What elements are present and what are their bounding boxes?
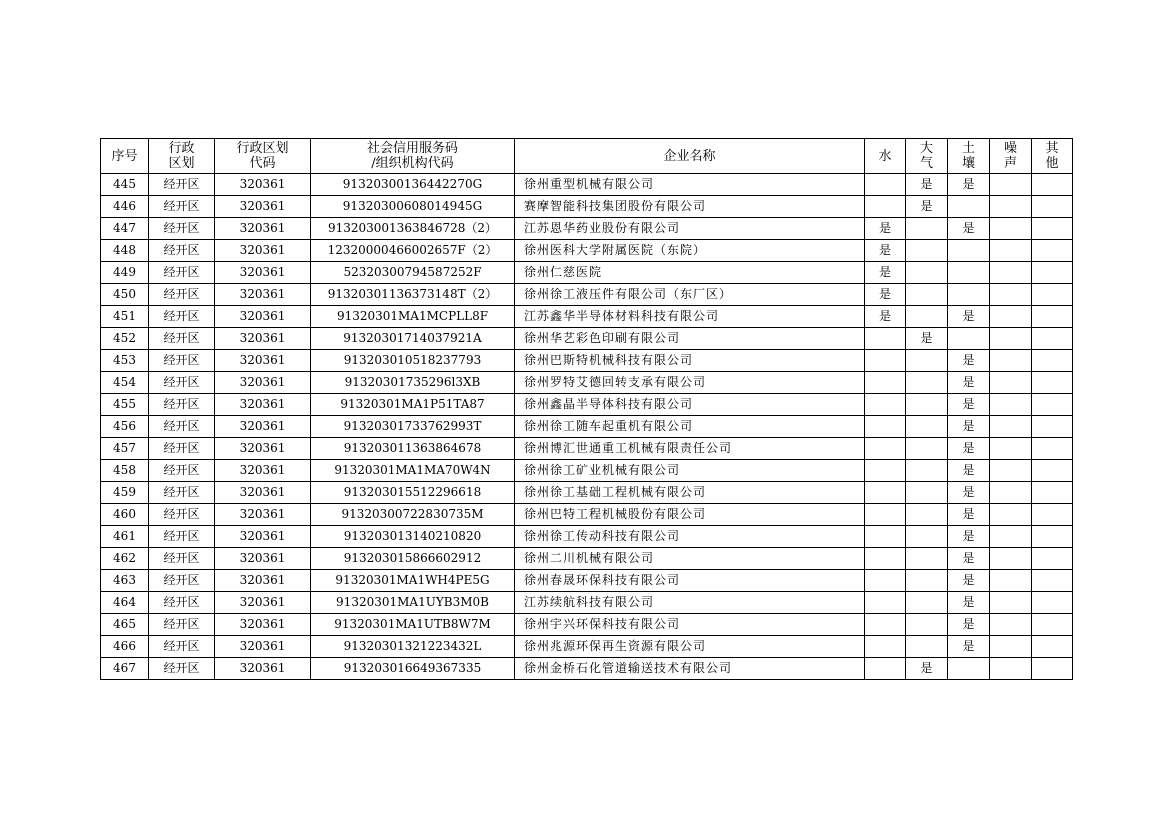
cell-company-name: 徐州巴斯特机械科技有限公司 — [515, 350, 865, 372]
cell-credit-code: 91320301MA1WH4PE5G — [311, 570, 515, 592]
cell-air — [906, 394, 948, 416]
cell-water: 是 — [865, 262, 906, 284]
cell-other — [1032, 328, 1073, 350]
cell-credit-code: 913203016649367335 — [311, 658, 515, 680]
cell-other — [1032, 416, 1073, 438]
cell-soil: 是 — [948, 460, 990, 482]
cell-company-name: 徐州徐工矿业机械有限公司 — [515, 460, 865, 482]
cell-other — [1032, 548, 1073, 570]
cell-soil: 是 — [948, 526, 990, 548]
cell-air — [906, 460, 948, 482]
header-line: 行政 — [168, 141, 195, 156]
cell-district-code: 320361 — [215, 416, 311, 438]
header-line: 噪 — [1003, 141, 1017, 156]
header-district-code — [215, 139, 311, 174]
table-row — [101, 262, 1073, 284]
cell-noise — [990, 372, 1032, 394]
header-line: 壤 — [961, 156, 975, 171]
cell-seq: 451 — [101, 306, 149, 328]
cell-company-name: 徐州徐工基础工程机械有限公司 — [515, 482, 865, 504]
cell-soil — [948, 328, 990, 350]
cell-district-code: 320361 — [215, 328, 311, 350]
cell-noise — [990, 504, 1032, 526]
cell-other — [1032, 614, 1073, 636]
cell-noise — [990, 460, 1032, 482]
cell-district-code: 320361 — [215, 614, 311, 636]
cell-noise — [990, 548, 1032, 570]
header-other — [1032, 139, 1073, 174]
cell-soil: 是 — [948, 350, 990, 372]
header-line: 区划 — [168, 156, 195, 171]
cell-water — [865, 482, 906, 504]
cell-noise — [990, 240, 1032, 262]
table-row — [101, 482, 1073, 504]
header-seq — [101, 139, 149, 174]
cell-district: 经开区 — [149, 174, 215, 196]
cell-seq: 450 — [101, 284, 149, 306]
cell-credit-code: 91320301321223432L — [311, 636, 515, 658]
cell-air: 是 — [906, 196, 948, 218]
cell-credit-code: 913203015512296618 — [311, 482, 515, 504]
cell-air — [906, 372, 948, 394]
cell-water — [865, 504, 906, 526]
cell-company-name: 徐州鑫晶半导体科技有限公司 — [515, 394, 865, 416]
cell-credit-code: 91320301733762993T — [311, 416, 515, 438]
cell-seq: 453 — [101, 350, 149, 372]
cell-noise — [990, 350, 1032, 372]
header-water — [865, 139, 906, 174]
cell-seq: 467 — [101, 658, 149, 680]
cell-seq: 445 — [101, 174, 149, 196]
cell-district-code: 320361 — [215, 548, 311, 570]
table-row — [101, 306, 1073, 328]
header-air — [906, 139, 948, 174]
cell-seq: 462 — [101, 548, 149, 570]
cell-district-code: 320361 — [215, 240, 311, 262]
cell-soil: 是 — [948, 438, 990, 460]
cell-noise — [990, 526, 1032, 548]
cell-other — [1032, 658, 1073, 680]
cell-district-code: 320361 — [215, 284, 311, 306]
cell-credit-code: 91320301MA1UTB8W7M — [311, 614, 515, 636]
cell-district: 经开区 — [149, 196, 215, 218]
cell-company-name: 徐州兆源环保再生资源有限公司 — [515, 636, 865, 658]
table-row — [101, 284, 1073, 306]
cell-district: 经开区 — [149, 372, 215, 394]
cell-air — [906, 262, 948, 284]
cell-district: 经开区 — [149, 592, 215, 614]
table-row — [101, 350, 1073, 372]
cell-district-code: 320361 — [215, 482, 311, 504]
header-line: 土 — [961, 141, 975, 156]
cell-other — [1032, 240, 1073, 262]
header-credit-code — [311, 139, 515, 174]
cell-water: 是 — [865, 306, 906, 328]
cell-soil: 是 — [948, 482, 990, 504]
cell-soil: 是 — [948, 592, 990, 614]
cell-district-code: 320361 — [215, 394, 311, 416]
cell-air — [906, 526, 948, 548]
cell-company-name: 徐州华艺彩色印刷有限公司 — [515, 328, 865, 350]
cell-credit-code: 52320300794587252F — [311, 262, 515, 284]
header-line: 其 — [1045, 141, 1059, 156]
header-line: 声 — [1003, 156, 1017, 171]
cell-company-name: 江苏恩华药业股份有限公司 — [515, 218, 865, 240]
cell-company-name: 徐州金桥石化管道输送技术有限公司 — [515, 658, 865, 680]
cell-noise — [990, 658, 1032, 680]
cell-district-code: 320361 — [215, 262, 311, 284]
cell-other — [1032, 482, 1073, 504]
cell-water: 是 — [865, 218, 906, 240]
cell-seq: 461 — [101, 526, 149, 548]
cell-company-name: 徐州博汇世通重工机械有限责任公司 — [515, 438, 865, 460]
cell-soil: 是 — [948, 416, 990, 438]
cell-water: 是 — [865, 240, 906, 262]
cell-district: 经开区 — [149, 306, 215, 328]
header-line: 大 — [919, 141, 933, 156]
cell-seq: 447 — [101, 218, 149, 240]
cell-company-name: 赛摩智能科技集团股份有限公司 — [515, 196, 865, 218]
cell-air — [906, 614, 948, 636]
cell-air — [906, 504, 948, 526]
cell-noise — [990, 174, 1032, 196]
table-row — [101, 636, 1073, 658]
cell-district: 经开区 — [149, 240, 215, 262]
cell-company-name: 徐州徐工液压件有限公司（东厂区） — [515, 284, 865, 306]
cell-district-code: 320361 — [215, 350, 311, 372]
table-row — [101, 460, 1073, 482]
header-line: 社会信用服务码 — [366, 141, 458, 156]
cell-water — [865, 614, 906, 636]
table-row — [101, 218, 1073, 240]
cell-other — [1032, 174, 1073, 196]
cell-air: 是 — [906, 328, 948, 350]
cell-noise — [990, 262, 1032, 284]
cell-noise — [990, 636, 1032, 658]
table-row — [101, 658, 1073, 680]
cell-water — [865, 350, 906, 372]
cell-other — [1032, 372, 1073, 394]
cell-company-name: 徐州徐工随车起重机有限公司 — [515, 416, 865, 438]
cell-noise — [990, 394, 1032, 416]
cell-district-code: 320361 — [215, 504, 311, 526]
cell-seq: 464 — [101, 592, 149, 614]
cell-district: 经开区 — [149, 570, 215, 592]
cell-credit-code: 91320300608014945G — [311, 196, 515, 218]
cell-credit-code: 91320301MA1MA70W4N — [311, 460, 515, 482]
cell-other — [1032, 218, 1073, 240]
cell-other — [1032, 394, 1073, 416]
cell-noise — [990, 482, 1032, 504]
header-line: /组织机构代码 — [371, 156, 454, 171]
cell-soil — [948, 240, 990, 262]
table-row — [101, 548, 1073, 570]
cell-other — [1032, 350, 1073, 372]
cell-seq: 458 — [101, 460, 149, 482]
cell-other — [1032, 636, 1073, 658]
cell-district-code: 320361 — [215, 460, 311, 482]
cell-company-name: 徐州罗特艾德回转支承有限公司 — [515, 372, 865, 394]
cell-district-code: 320361 — [215, 372, 311, 394]
cell-noise — [990, 196, 1032, 218]
table-row — [101, 394, 1073, 416]
cell-credit-code: 91320300136442270G — [311, 174, 515, 196]
header-noise — [990, 139, 1032, 174]
cell-noise — [990, 592, 1032, 614]
header-soil — [948, 139, 990, 174]
header-line: 水 — [878, 148, 892, 164]
cell-air — [906, 636, 948, 658]
cell-air — [906, 438, 948, 460]
cell-seq: 446 — [101, 196, 149, 218]
cell-water — [865, 438, 906, 460]
cell-air — [906, 592, 948, 614]
cell-district-code: 320361 — [215, 658, 311, 680]
cell-other — [1032, 570, 1073, 592]
header-line: 代码 — [249, 156, 276, 171]
cell-noise — [990, 416, 1032, 438]
table-row — [101, 592, 1073, 614]
cell-district: 经开区 — [149, 614, 215, 636]
cell-other — [1032, 526, 1073, 548]
cell-water — [865, 394, 906, 416]
table-row — [101, 328, 1073, 350]
cell-district: 经开区 — [149, 262, 215, 284]
cell-noise — [990, 614, 1032, 636]
cell-soil — [948, 196, 990, 218]
cell-credit-code: 91320301MA1P51TA87 — [311, 394, 515, 416]
cell-credit-code: 12320000466002657F（2） — [311, 240, 515, 262]
table-row — [101, 416, 1073, 438]
cell-district-code: 320361 — [215, 570, 311, 592]
cell-company-name: 徐州重型机械有限公司 — [515, 174, 865, 196]
cell-air — [906, 416, 948, 438]
cell-seq: 465 — [101, 614, 149, 636]
cell-credit-code: 913203010518237793 — [311, 350, 515, 372]
cell-water — [865, 636, 906, 658]
cell-seq: 457 — [101, 438, 149, 460]
cell-soil: 是 — [948, 372, 990, 394]
cell-district: 经开区 — [149, 218, 215, 240]
cell-district-code: 320361 — [215, 174, 311, 196]
header-line: 企业名称 — [663, 148, 716, 164]
cell-seq: 463 — [101, 570, 149, 592]
cell-water — [865, 196, 906, 218]
header-row — [101, 139, 1073, 174]
cell-company-name: 江苏续航科技有限公司 — [515, 592, 865, 614]
cell-other — [1032, 592, 1073, 614]
cell-district: 经开区 — [149, 416, 215, 438]
cell-district: 经开区 — [149, 350, 215, 372]
cell-district-code: 320361 — [215, 592, 311, 614]
header-line: 行政区划 — [236, 141, 289, 156]
cell-seq: 449 — [101, 262, 149, 284]
cell-noise — [990, 306, 1032, 328]
cell-other — [1032, 438, 1073, 460]
cell-water — [865, 174, 906, 196]
cell-soil: 是 — [948, 218, 990, 240]
cell-noise — [990, 570, 1032, 592]
cell-company-name: 徐州春晟环保科技有限公司 — [515, 570, 865, 592]
cell-district-code: 320361 — [215, 636, 311, 658]
header-line: 他 — [1045, 156, 1059, 171]
cell-soil: 是 — [948, 504, 990, 526]
cell-air — [906, 570, 948, 592]
cell-credit-code: 91320301735296l3XB — [311, 372, 515, 394]
cell-district: 经开区 — [149, 284, 215, 306]
cell-soil: 是 — [948, 548, 990, 570]
table-row — [101, 240, 1073, 262]
table-row — [101, 504, 1073, 526]
cell-water — [865, 372, 906, 394]
cell-soil: 是 — [948, 306, 990, 328]
cell-credit-code: 91320301136373148T（2） — [311, 284, 515, 306]
table-row — [101, 570, 1073, 592]
cell-water: 是 — [865, 284, 906, 306]
header-district — [149, 139, 215, 174]
cell-other — [1032, 262, 1073, 284]
cell-company-name: 徐州徐工传动科技有限公司 — [515, 526, 865, 548]
cell-district: 经开区 — [149, 328, 215, 350]
cell-credit-code: 91320300722830735M — [311, 504, 515, 526]
cell-seq: 454 — [101, 372, 149, 394]
cell-district-code: 320361 — [215, 306, 311, 328]
cell-company-name: 徐州宇兴环保科技有限公司 — [515, 614, 865, 636]
table-row — [101, 196, 1073, 218]
cell-district: 经开区 — [149, 438, 215, 460]
cell-soil: 是 — [948, 636, 990, 658]
cell-credit-code: 913203001363846728（2） — [311, 218, 515, 240]
cell-district: 经开区 — [149, 394, 215, 416]
cell-air — [906, 240, 948, 262]
cell-noise — [990, 218, 1032, 240]
cell-district: 经开区 — [149, 482, 215, 504]
header-line: 序号 — [111, 148, 138, 164]
table-row — [101, 372, 1073, 394]
cell-soil — [948, 658, 990, 680]
cell-water — [865, 328, 906, 350]
cell-water — [865, 592, 906, 614]
cell-seq: 452 — [101, 328, 149, 350]
table-body — [101, 174, 1073, 680]
cell-air: 是 — [906, 174, 948, 196]
cell-soil: 是 — [948, 394, 990, 416]
cell-district: 经开区 — [149, 548, 215, 570]
cell-water — [865, 570, 906, 592]
cell-air: 是 — [906, 658, 948, 680]
cell-district: 经开区 — [149, 504, 215, 526]
cell-air — [906, 284, 948, 306]
cell-seq: 456 — [101, 416, 149, 438]
cell-other — [1032, 504, 1073, 526]
header-company — [515, 139, 865, 174]
cell-district-code: 320361 — [215, 526, 311, 548]
cell-water — [865, 658, 906, 680]
cell-district: 经开区 — [149, 526, 215, 548]
cell-company-name: 徐州仁慈医院 — [515, 262, 865, 284]
table-row — [101, 174, 1073, 196]
cell-soil: 是 — [948, 174, 990, 196]
cell-soil — [948, 262, 990, 284]
cell-seq: 460 — [101, 504, 149, 526]
cell-company-name: 徐州巴特工程机械股份有限公司 — [515, 504, 865, 526]
table-row — [101, 614, 1073, 636]
cell-seq: 459 — [101, 482, 149, 504]
cell-district-code: 320361 — [215, 218, 311, 240]
cell-air — [906, 482, 948, 504]
cell-other — [1032, 306, 1073, 328]
cell-seq: 466 — [101, 636, 149, 658]
cell-credit-code: 913203013140210820 — [311, 526, 515, 548]
cell-credit-code: 913203011363864678 — [311, 438, 515, 460]
cell-credit-code: 91320301MA1UYB3M0B — [311, 592, 515, 614]
table-row — [101, 438, 1073, 460]
cell-water — [865, 460, 906, 482]
cell-seq: 455 — [101, 394, 149, 416]
cell-other — [1032, 284, 1073, 306]
cell-district: 经开区 — [149, 658, 215, 680]
cell-water — [865, 416, 906, 438]
cell-company-name: 徐州二川机械有限公司 — [515, 548, 865, 570]
cell-air — [906, 306, 948, 328]
cell-district: 经开区 — [149, 460, 215, 482]
cell-air — [906, 548, 948, 570]
cell-credit-code: 913203015866602912 — [311, 548, 515, 570]
cell-other — [1032, 196, 1073, 218]
header-line: 气 — [919, 156, 933, 171]
cell-air — [906, 218, 948, 240]
cell-air — [906, 350, 948, 372]
cell-noise — [990, 328, 1032, 350]
cell-soil: 是 — [948, 570, 990, 592]
cell-credit-code: 91320301MA1MCPLL8F — [311, 306, 515, 328]
cell-company-name: 江苏鑫华半导体材料科技有限公司 — [515, 306, 865, 328]
cell-credit-code: 91320301714037921A — [311, 328, 515, 350]
cell-seq: 448 — [101, 240, 149, 262]
cell-water — [865, 526, 906, 548]
cell-district-code: 320361 — [215, 196, 311, 218]
enterprise-table — [100, 138, 1073, 680]
cell-other — [1032, 460, 1073, 482]
cell-noise — [990, 438, 1032, 460]
table-row — [101, 526, 1073, 548]
cell-soil — [948, 284, 990, 306]
cell-district: 经开区 — [149, 636, 215, 658]
cell-water — [865, 548, 906, 570]
cell-noise — [990, 284, 1032, 306]
cell-company-name: 徐州医科大学附属医院（东院） — [515, 240, 865, 262]
cell-district-code: 320361 — [215, 438, 311, 460]
cell-soil: 是 — [948, 614, 990, 636]
